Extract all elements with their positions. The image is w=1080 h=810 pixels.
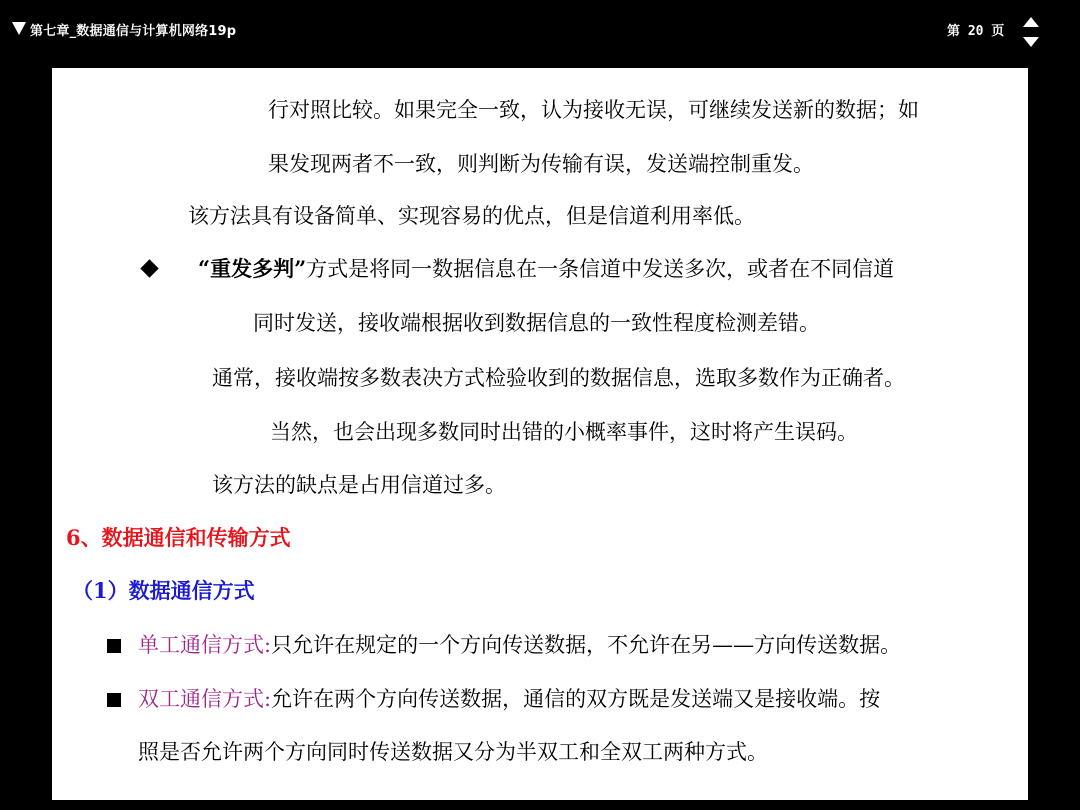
list-item [138,630,901,660]
diamond-bullet-icon [140,259,158,277]
list-item-text: 只允许在规定的一个方向传送数据，不允许在另——方向传送数据。 [271,633,902,657]
list-item-term: 双工通信方式: [138,687,272,711]
list-item-continuation: 照是否允许两个方向同时传送数据又分为半双工和全双工两种方式。 [138,740,768,764]
text-line: 该方法具有设备简单、实现容易的优点，但是信道利用率低。 [188,204,755,228]
text-line: 通常，接收端按多数表决方式检验收到的数据信息，选取多数作为正确者。 [212,366,905,390]
menu-dropdown-icon[interactable] [12,22,26,35]
text-line: 果发现两者不一致，则判断为传输有误，发送端控制重发。 [268,152,814,176]
section-heading: 6、数据通信和传输方式 [66,525,291,550]
bullet-line [198,254,894,284]
list-item [138,684,880,714]
next-page-icon[interactable] [1023,37,1039,47]
bullet-continuation: 同时发送，接收端根据收到数据信息的一致性程度检测差错。 [253,311,820,335]
list-item-term: 单工通信方式: [138,633,272,657]
text-line: 该方法的缺点是占用信道过多。 [212,473,506,497]
page-indicator: 第 20 页 [947,24,1005,39]
bullet-text: 方式是将同一数据信息在一条信道中发送多次，或者在不同信道 [306,257,895,281]
top-bar [0,0,1080,64]
list-item-text: 允许在两个方向传送数据，通信的双方既是发送端又是接收端。按 [271,687,881,711]
document-title: 第七章_数据通信与计算机网络19p [30,24,237,39]
text-line: 行对照比较。如果完全一致，认为接收无误，可继续发送新的数据；如 [268,98,919,122]
text-line: 当然，也会出现多数同时出错的小概率事件，这时将产生误码。 [270,420,858,444]
previous-page-icon[interactable] [1023,17,1039,27]
document-page [52,68,1028,800]
quoted-term: “重发多判” [198,256,307,281]
square-bullet-icon [107,693,121,707]
square-bullet-icon [107,639,121,653]
subsection-heading: （1）数据通信方式 [72,578,255,603]
